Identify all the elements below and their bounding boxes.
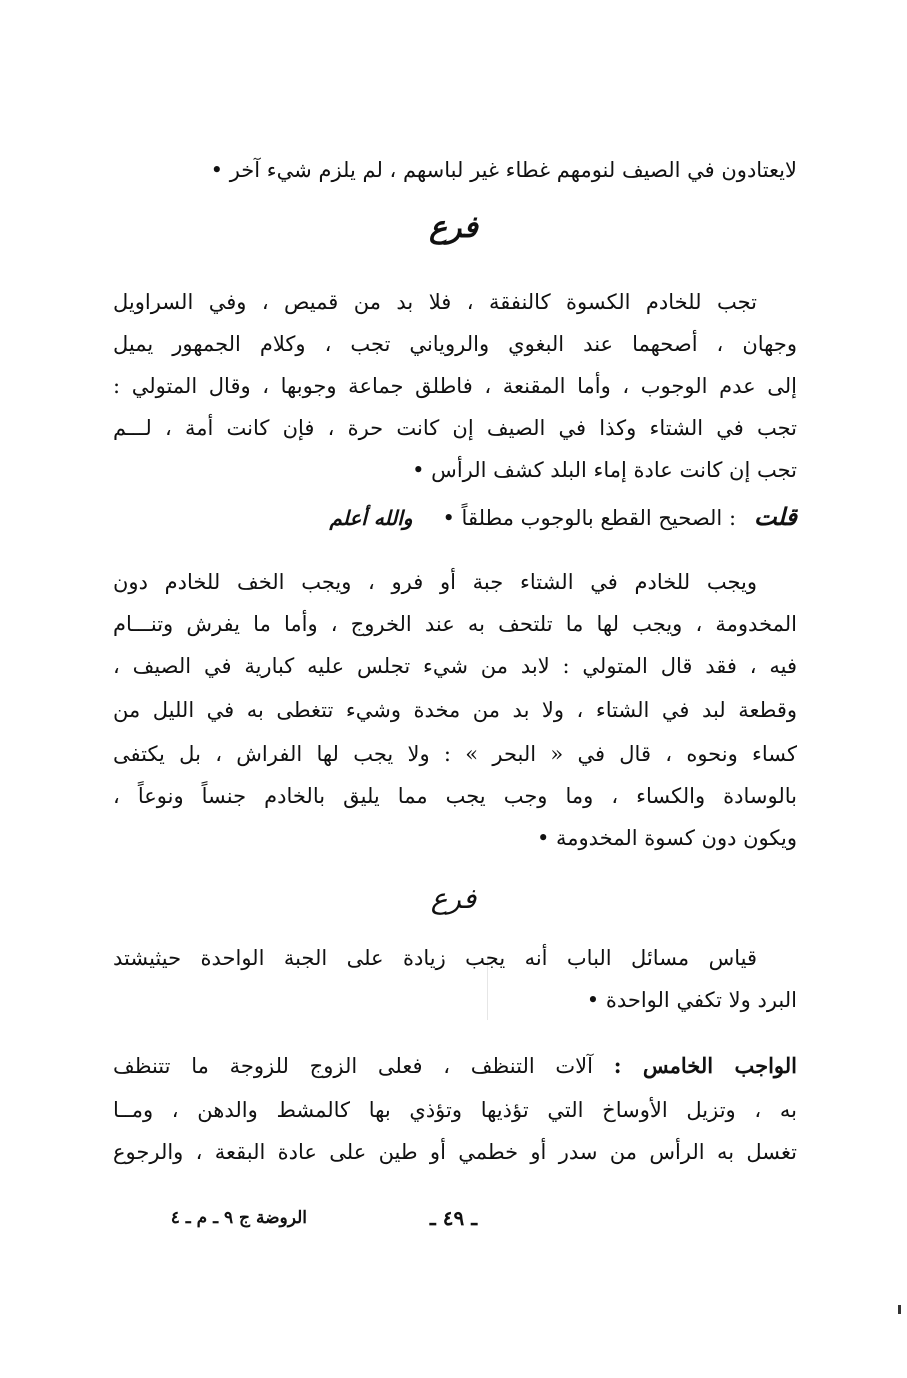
text-line: تجب في الشتاء وكذا في الصيف إن كانت حرة ، فإن كانت أمة ، لـــم — [113, 416, 797, 440]
text-line: ويكون دون كسوة المخدومة • — [536, 826, 797, 850]
text-line: فيه ، فقد قال المتولي : لابد من شيء تجلس عليه كبارية في الصيف ، — [113, 654, 797, 678]
section4-title: الواجب الخامس : — [613, 1053, 797, 1078]
qult-note — [277, 497, 797, 538]
text-line: تجب للخادم الكسوة كالنفقة ، فلا بد من قميص ، وفي السراويل — [113, 290, 757, 314]
text-line: المخدومة ، ويجب لها ما تلتحف به عند الخروج ، وأما ما يفرش وتنـــام — [113, 612, 797, 636]
scan-edge-mark — [898, 1305, 901, 1314]
text-line: ويجب للخادم في الشتاء جبة أو فرو ، ويجب الخف للخادم دون — [113, 570, 757, 594]
text-line: إلى عدم الوجوب ، وأما المقنعة ، فاطلق جماعة وجوبها ، وقال المتولي : — [113, 374, 797, 398]
text-line: البرد ولا تكفي الواحدة • — [586, 988, 797, 1012]
section-heading-far: فرع — [429, 210, 478, 245]
text-line: تجب إن كانت عادة إماء البلد كشف الرأس • — [412, 458, 797, 482]
text-line: به ، وتزيل الأوساخ التي تؤذيها وتؤذي بها كالمشط والدهن ، ومــا — [113, 1098, 797, 1122]
text-line — [113, 1046, 797, 1086]
text-line: وقطعة لبد في الشتاء ، ولا بد من مخدة وشيء تتغطى به في الليل من — [113, 698, 797, 722]
text-line: وجهان ، أصحهما عند البغوي والروياني تجب ، وكلام الجمهور يميل — [113, 332, 797, 356]
text-line: كساء ونحوه ، قال في « البحر » : ولا يجب لها الفراش ، بل يكتفى — [113, 742, 797, 766]
text-line: تغسل به الرأس من سدر أو خطمي أو طين على عادة البقعة ، والرجوع — [113, 1140, 797, 1164]
qult-closing: والله أعلم — [329, 506, 413, 530]
section4-first-line: آلات التنظف ، فعلى الزوج للزوجة ما تتنظف — [113, 1054, 593, 1078]
text-line: قياس مسائل الباب أنه يجب زيادة على الجبة الواحدة حيثيشتد — [113, 946, 757, 970]
qult-text: : الصحيح القطع بالوجوب مطلقاً • — [442, 506, 737, 530]
section-heading-far: فرع — [430, 882, 477, 915]
qult-label: قلت — [754, 502, 797, 531]
book-reference: الروضة ج ٩ ـ م ـ ٤ — [170, 1208, 307, 1228]
page-number: ـ ٤٩ ـ — [429, 1206, 478, 1230]
top-text-line: لايعتادون في الصيف لنومهم غطاء غير لباسهم ، لم يلزم شيء آخر • — [210, 158, 797, 182]
text-line: بالوسادة والكساء ، وما وجب يجب مما يليق بالخادم جنساً ونوعاً ، — [113, 784, 797, 808]
